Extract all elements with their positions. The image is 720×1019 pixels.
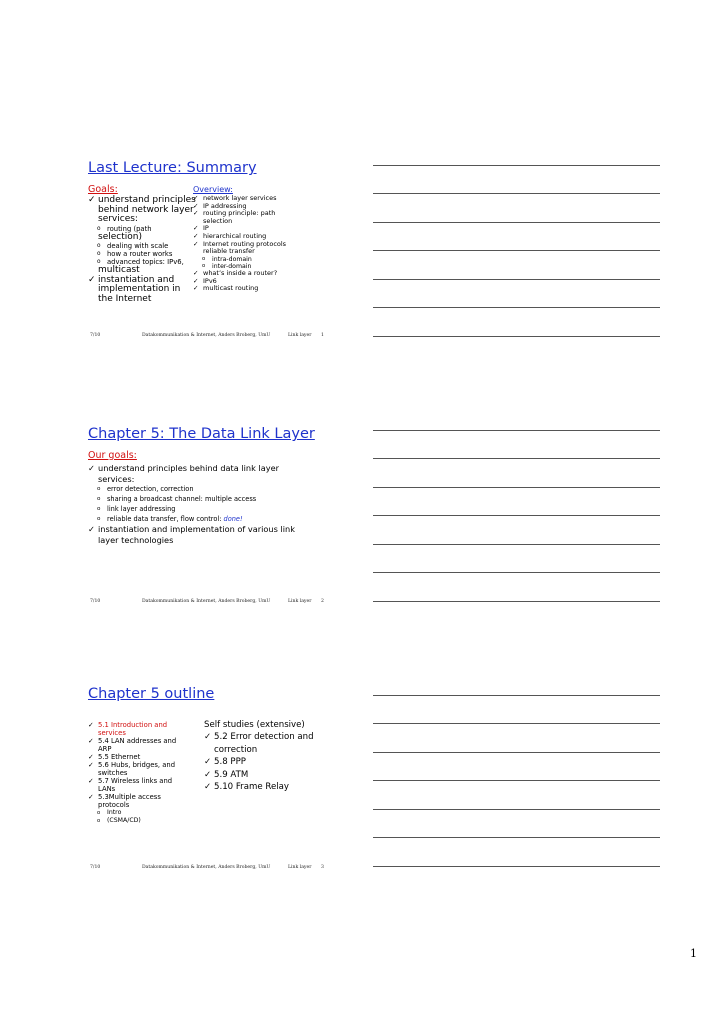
list-item-text: error detection, correction [107, 485, 194, 493]
list-item-text: selection [203, 216, 233, 225]
list-item [88, 484, 295, 494]
note-line [373, 222, 660, 223]
slide-3 [76, 532, 336, 870]
note-line [373, 250, 660, 251]
list-item [88, 474, 295, 485]
note-line [373, 458, 660, 459]
list-item-text: understand principles behind data link layer [98, 463, 279, 473]
list-item-text: IPv6 [203, 276, 217, 285]
list-item-text: correction [214, 744, 258, 755]
note-line [373, 723, 660, 724]
list-item [88, 504, 295, 514]
list-item-text: link layer addressing [107, 505, 176, 513]
list-item-text: 5.9 ATM [214, 769, 249, 780]
note-line [373, 752, 660, 753]
list-item [88, 785, 176, 793]
list-item [88, 761, 176, 769]
list-item-text: 5.4 LAN addresses and [98, 737, 177, 745]
list-item-text: network layer services [203, 194, 277, 202]
list-item [88, 242, 196, 250]
list-item [88, 250, 196, 258]
self-studies-list [204, 731, 314, 794]
list-item [193, 256, 286, 263]
list-item-text: services: [98, 473, 135, 484]
list-item-text: multicast [98, 265, 140, 275]
list-item [204, 769, 314, 782]
list-item [88, 494, 295, 504]
list-item [204, 756, 314, 769]
list-item-text: 5.6 Hubs, bridges, and [98, 761, 176, 769]
list-item-text: LANs [98, 785, 116, 793]
list-item-text: multicast routing [203, 284, 259, 293]
list-item-text: services: [98, 214, 138, 224]
list-item [204, 744, 314, 757]
list-item-text: ARP [98, 745, 112, 753]
list-item [204, 731, 314, 744]
list-item [88, 233, 196, 243]
note-line [373, 336, 660, 337]
note-line [373, 544, 660, 545]
list-item-text: the Internet [98, 293, 152, 304]
list-item [88, 215, 196, 225]
list-item-text: 5.8 PPP [214, 757, 246, 767]
list-item-text: reliable data transfer, flow control: [107, 515, 224, 523]
note-line [373, 279, 660, 280]
note-line [373, 430, 660, 431]
list-item-text: 5.10 Frame Relay [214, 782, 289, 792]
list-item-text: 5.3Multiple access [98, 793, 161, 801]
note-line [373, 809, 660, 810]
list-item-text: advanced topics: IPv6, [107, 258, 184, 266]
note-line [373, 307, 660, 308]
note-line [373, 601, 660, 602]
list-item [88, 463, 295, 474]
footer-course: Datakommunikation & Internet, Anders Broberg, UmU [142, 599, 271, 604]
list-item-text: intra-domain [212, 255, 252, 263]
self-studies-heading: Self studies (extensive) [204, 720, 305, 730]
goals-heading: Our goals: [88, 450, 137, 461]
footer-topic: Link layer [288, 333, 312, 338]
note-line [373, 837, 660, 838]
note-line [373, 193, 660, 194]
list-item-text: dealing with scale [107, 242, 169, 250]
slide-title: Last Lecture: Summary [88, 160, 257, 176]
list-item-text: routing principle: path [203, 209, 276, 218]
note-line [373, 695, 660, 696]
list-item-text: instantiation and implementation of various link [98, 524, 295, 534]
note-line [373, 515, 660, 516]
list-item-text: implementation in [98, 284, 181, 294]
list-item [88, 769, 176, 777]
list-item [88, 801, 176, 809]
note-line [373, 866, 660, 867]
note-line [373, 572, 660, 573]
list-item-text: layer technologies [98, 534, 174, 545]
list-item-text: services [98, 729, 126, 737]
footer-topic: Link layer [288, 599, 312, 604]
footer-course: Datakommunikation & Internet, Anders Broberg, UmU [142, 333, 271, 338]
footer-num: 2 [321, 599, 324, 604]
list-item-text: IP addressing [203, 201, 247, 210]
note-line [373, 487, 660, 488]
list-item [88, 745, 176, 753]
page-number: 1 [690, 947, 697, 960]
footer-topic: Link layer [288, 865, 312, 870]
list-item-text: inter-domain [212, 262, 252, 270]
list-item [193, 248, 286, 256]
list-item-text: Internet routing protocols [203, 239, 287, 248]
list-item-text: protocols [98, 801, 130, 809]
footer-date: 7/10 [90, 599, 101, 604]
list-item [88, 514, 295, 524]
list-item-text: how a router works [107, 250, 173, 258]
list-item [88, 753, 176, 761]
list-item [88, 817, 176, 825]
list-item-text: (CSMA/CD) [107, 817, 141, 825]
list-item-text: hierarchical routing [203, 231, 267, 240]
list-item-text: what’s inside a router? [203, 269, 278, 278]
slide-title: Chapter 5: The Data Link Layer [88, 426, 315, 442]
footer-num: 3 [321, 865, 324, 870]
footer-course: Datakommunikation & Internet, Anders Broberg, UmU [142, 865, 271, 870]
list-item-text: reliable transfer [203, 247, 255, 256]
footer-num: 1 [321, 333, 324, 338]
list-item-text: 5.2 Error detection and [214, 732, 314, 742]
overview-heading: Overview: [193, 185, 233, 194]
note-line [373, 165, 660, 166]
done-note: done! [223, 515, 243, 523]
note-line [373, 780, 660, 781]
list-item-text: instantiation and [98, 274, 175, 285]
list-item [88, 777, 176, 785]
list-item-text: selection) [98, 231, 142, 242]
list-item-text: behind network layer [98, 204, 194, 215]
list-item-text: routing (path [107, 224, 152, 233]
list-item-text: 5.7 Wireless links and [98, 777, 173, 785]
list-item-text: sharing a broadcast channel: multiple access [107, 495, 257, 503]
slide-1 [76, 0, 336, 338]
list-item [88, 737, 176, 745]
list-item [88, 729, 176, 737]
list-item-text: Intro [107, 809, 122, 816]
list-item-text: switches [98, 769, 128, 777]
list-item-text: 5.1 Introduction and [98, 721, 168, 729]
slide-2 [76, 266, 336, 604]
list-item-text: 5.5 Ethernet [98, 753, 141, 761]
footer-date: 7/10 [90, 865, 101, 870]
footer-date: 7/10 [90, 333, 101, 338]
list-item-text: IP [203, 224, 209, 233]
list-item [88, 809, 176, 817]
list-item-text: understand principles [98, 195, 196, 205]
goals-heading: Goals: [88, 184, 118, 195]
list-item [204, 781, 314, 794]
list-item [88, 721, 176, 729]
slide-title: Chapter 5 outline [88, 686, 215, 702]
list-item [88, 793, 176, 801]
outline-list [88, 721, 176, 826]
